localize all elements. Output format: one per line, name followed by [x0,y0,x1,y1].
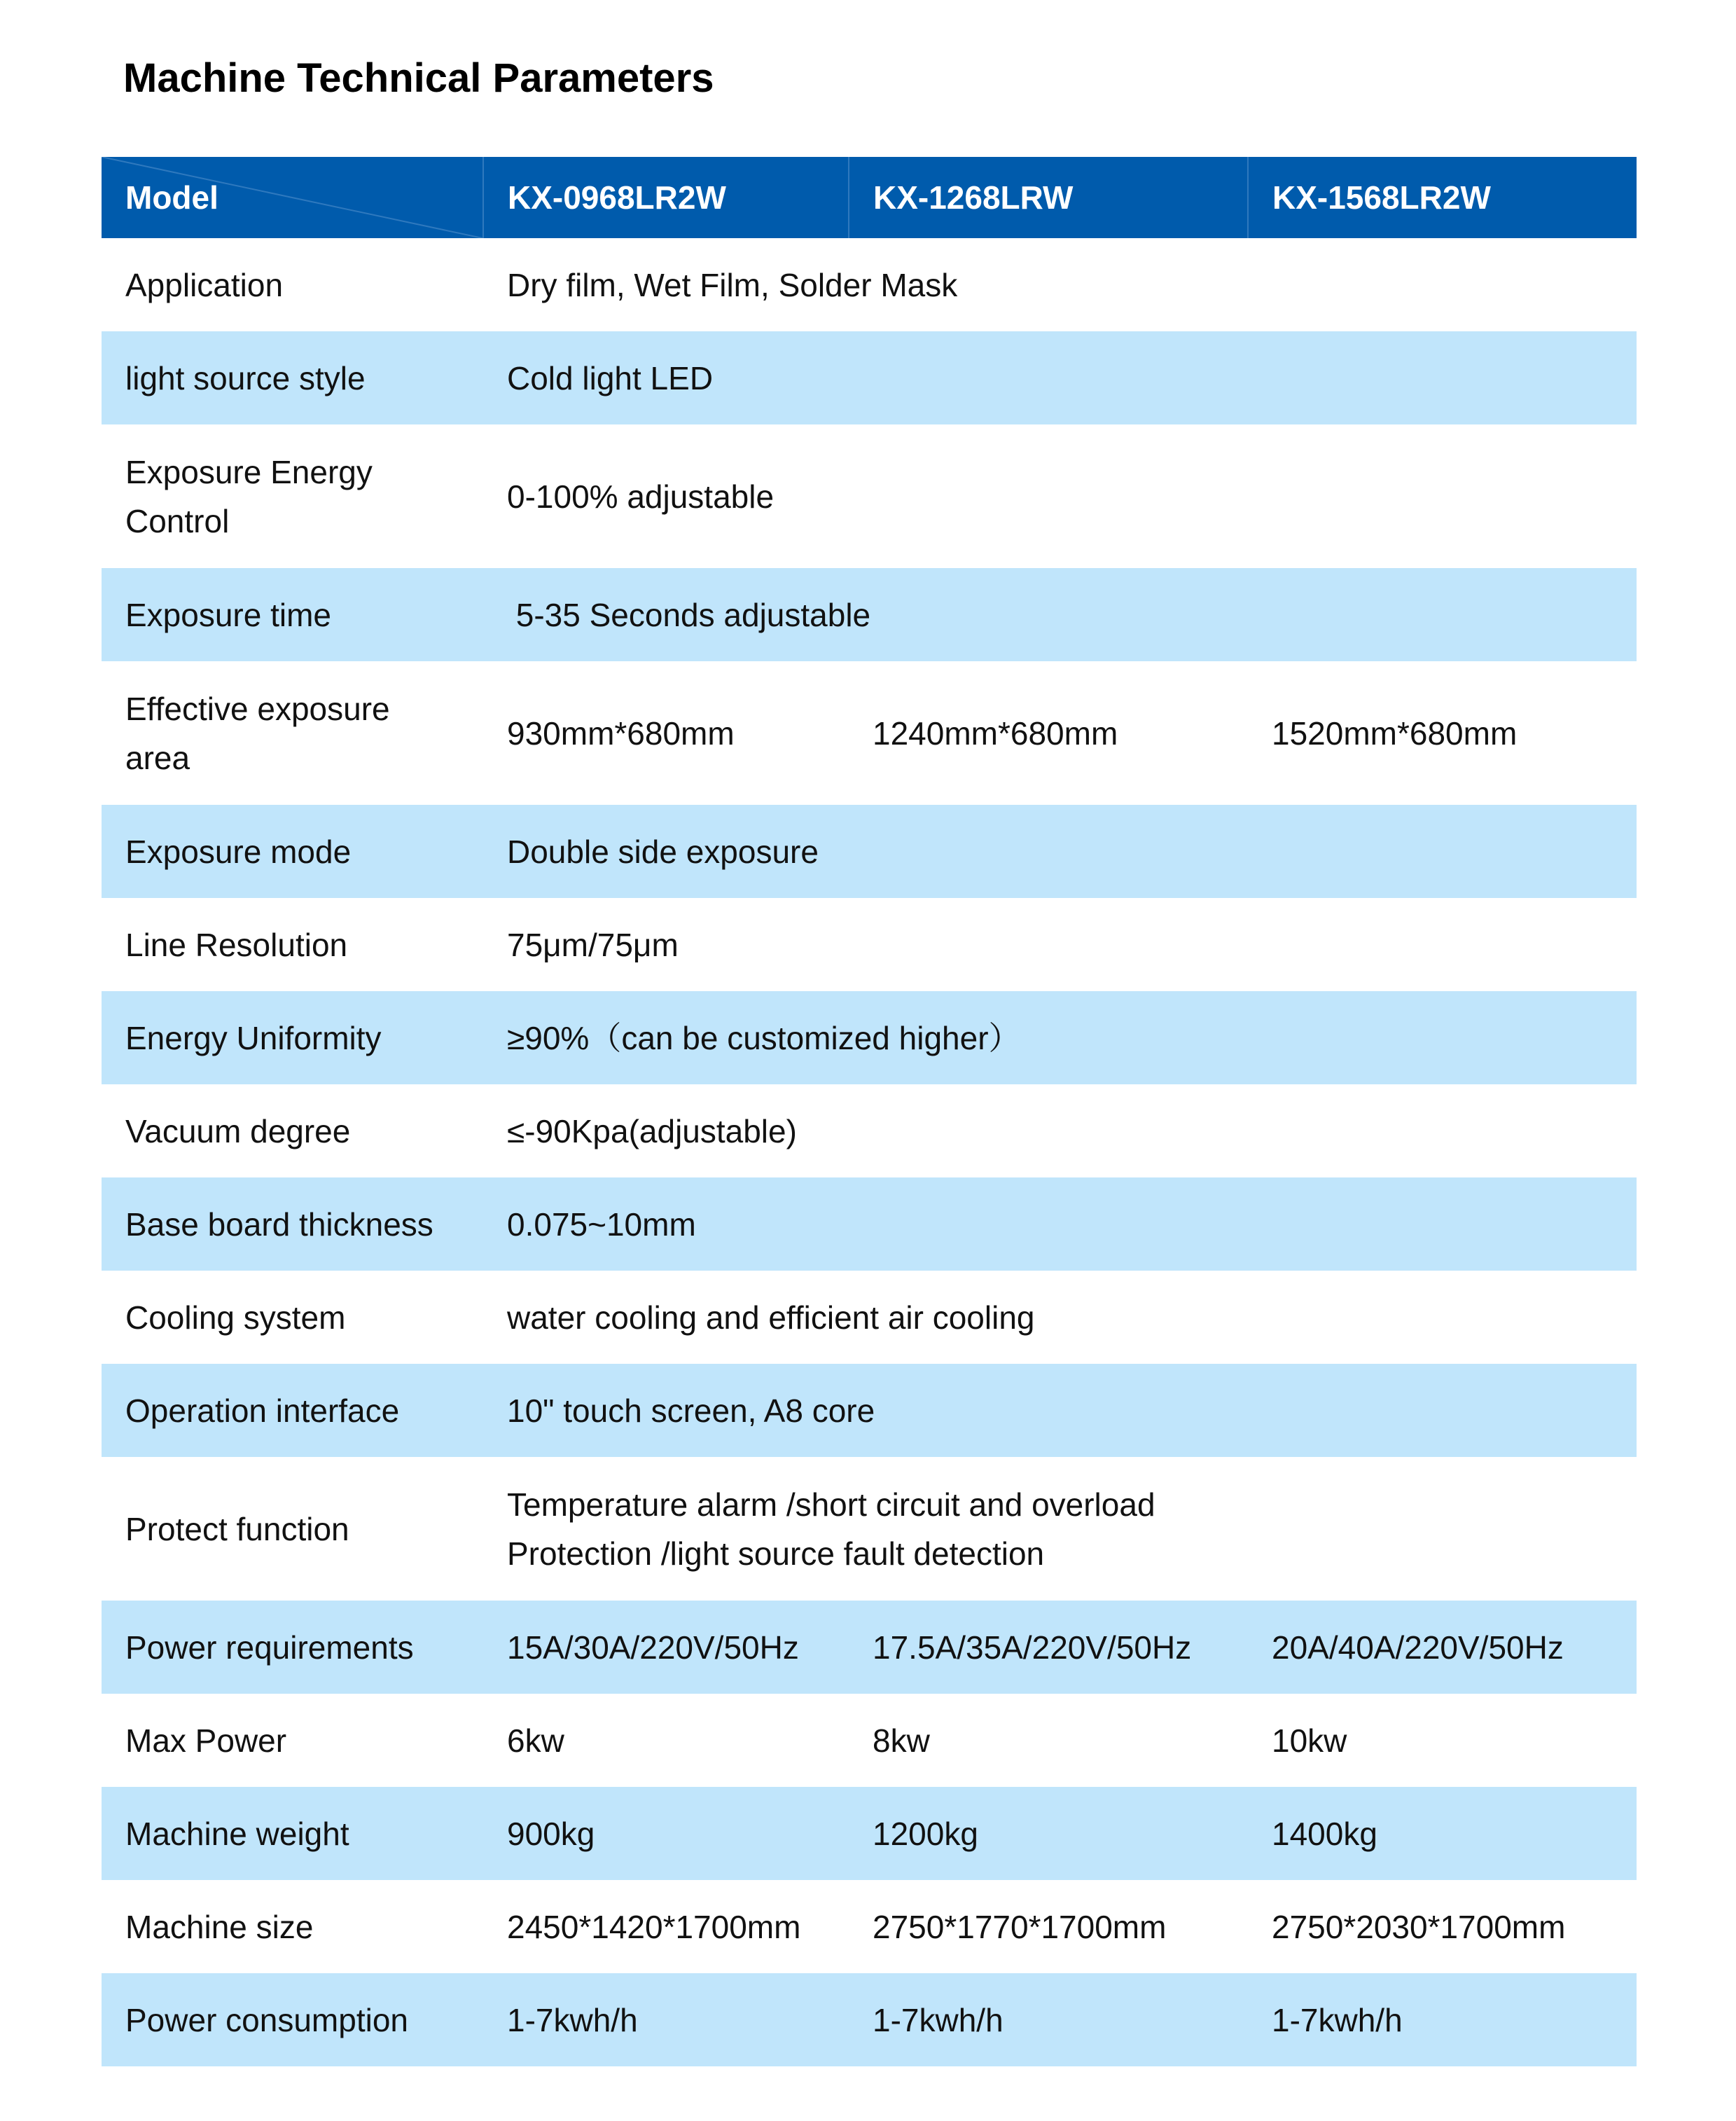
param-value: 0.075~10mm [483,1177,1637,1271]
param-value: 1-7kwh/h [849,1973,1248,2066]
param-label: Max Power [125,1722,287,1759]
param-value: 1-7kwh/h [483,1973,849,2066]
param-label: Effective exposure area [125,690,390,776]
param-label: Vacuum degree [125,1112,351,1149]
header-model-3: KX-1568LR2W [1248,157,1637,238]
param-label: Operation interface [102,1364,483,1457]
header-model-1: KX-0968LR2W [483,157,849,238]
param-label: Exposure time [102,568,483,661]
param-label: Application [125,266,284,303]
table-row [102,898,1637,991]
param-value: 10" touch screen, A8 core [483,1364,1637,1457]
param-value: 1520mm*680mm [1272,714,1518,752]
page-title: Machine Technical Parameters [123,55,714,101]
table-row [102,424,1637,568]
param-value: 2450*1420*1700mm [507,1908,801,1945]
param-value: Cold light LED [483,331,1637,424]
spec-body [102,238,1637,2066]
param-label: Machine weight [102,1787,483,1880]
param-value: Temperature alarm /short circuit and overload Protection /light source fault detection [507,1486,1155,1572]
header-model-cell [102,157,483,238]
table-row [102,1880,1637,1973]
param-value: 5-35 Seconds adjustable [483,568,1637,661]
param-value: 20A/40A/220V/50Hz [1248,1601,1637,1694]
table-row [102,1973,1637,2066]
param-value: 17.5A/35A/220V/50Hz [849,1601,1248,1694]
table-row [102,1601,1637,1694]
param-value: 10kw [1272,1722,1347,1759]
table-row [102,1457,1637,1601]
param-value: Dry film, Wet Film, Solder Mask [507,266,958,303]
table-row [102,1694,1637,1787]
param-value: 15A/30A/220V/50Hz [483,1601,849,1694]
param-label: Power requirements [102,1601,483,1694]
header-model-label: Model [125,179,218,216]
param-label: Base board thickness [102,1177,483,1271]
table-row [102,1787,1637,1880]
param-label: Line Resolution [125,926,348,963]
param-label: Protect function [125,1510,349,1547]
table-row [102,991,1637,1084]
param-value: ≤-90Kpa(adjustable) [507,1112,797,1149]
param-value: 75μm/75μm [507,926,679,963]
param-value: water cooling and efficient air cooling [507,1299,1035,1336]
param-label: Energy Uniformity [102,991,483,1084]
spec-table [102,157,1637,2066]
table-row [102,805,1637,898]
table-row [102,1084,1637,1177]
param-label: Cooling system [125,1299,346,1336]
param-value: 0-100% adjustable [507,478,775,515]
param-value: Double side exposure [483,805,1637,898]
table-row [102,568,1637,661]
param-value: 1400kg [1248,1787,1637,1880]
param-value: 2750*2030*1700mm [1272,1908,1566,1945]
table-row [102,238,1637,331]
table-row [102,331,1637,424]
param-value: 8kw [873,1722,930,1759]
param-value: 900kg [483,1787,849,1880]
header-model-2: KX-1268LRW [849,157,1248,238]
table-row [102,1364,1637,1457]
table-row [102,661,1637,805]
param-value: 2750*1770*1700mm [873,1908,1167,1945]
param-value: 1-7kwh/h [1248,1973,1637,2066]
param-label: light source style [102,331,483,424]
param-value: ≥90%（can be customized higher） [483,991,1637,1084]
param-value: 930mm*680mm [507,714,735,752]
table-row [102,1177,1637,1271]
param-label: Power consumption [102,1973,483,2066]
table-row [102,1271,1637,1364]
param-label: Exposure Energy Control [125,453,373,539]
param-value: 1200kg [849,1787,1248,1880]
param-label: Exposure mode [102,805,483,898]
header-row [102,157,1637,238]
param-value: 6kw [507,1722,564,1759]
param-value: 1240mm*680mm [873,714,1118,752]
param-label: Machine size [125,1908,314,1945]
